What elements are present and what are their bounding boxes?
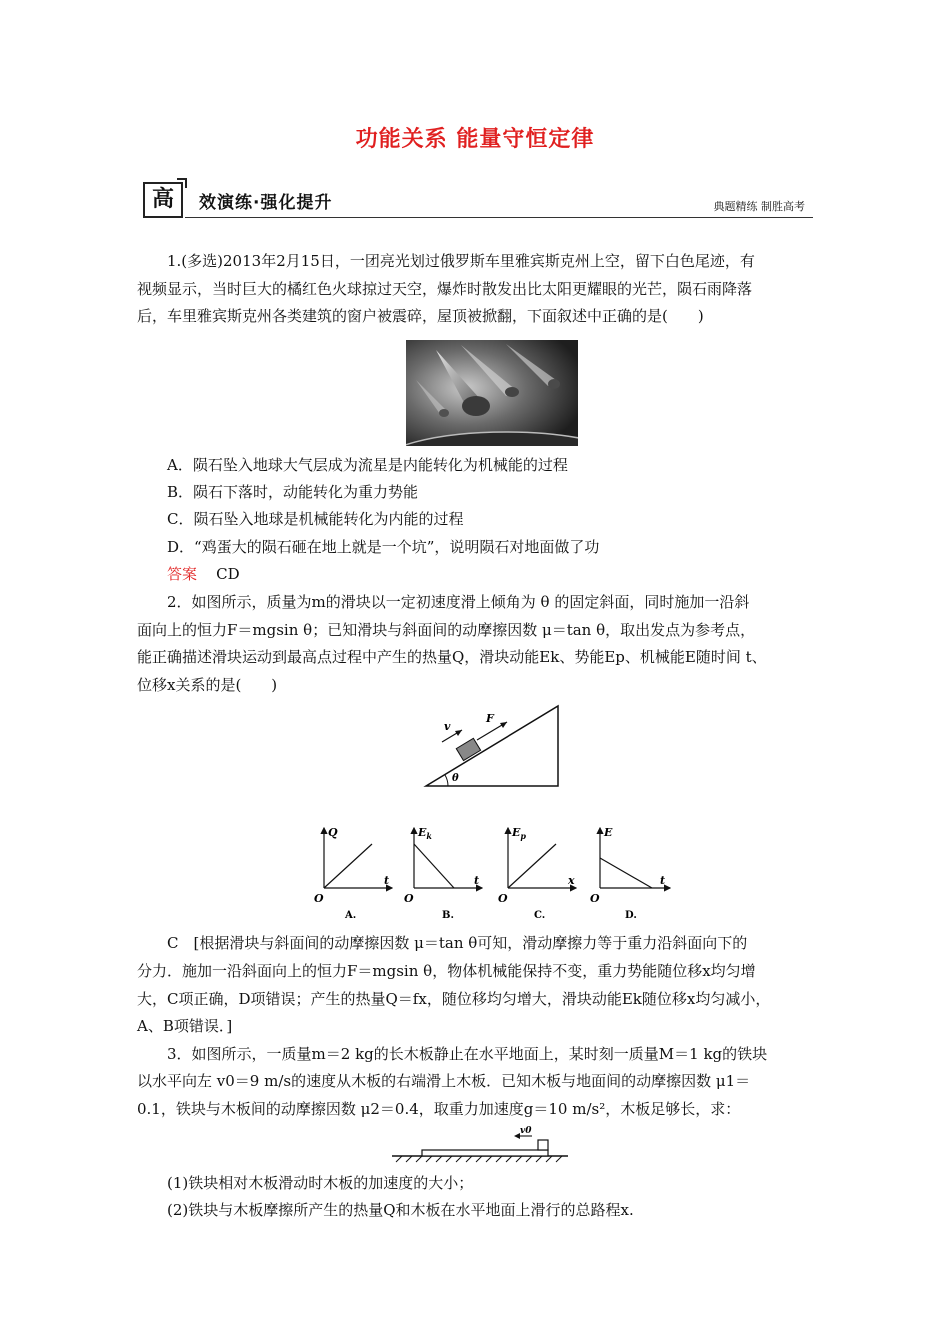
q3-part-1: (1)铁块相对木板滑动时木板的加速度的大小； — [167, 1174, 474, 1192]
banner-heading: 效演练·强化提升 — [199, 193, 333, 213]
q1-answer — [167, 561, 240, 588]
graph-b-origin: O — [404, 892, 414, 905]
svg-text:Ep — [511, 826, 526, 841]
q3-line-3: 0.1，铁块与木板间的动摩擦因数 μ2＝0.4，取重力加速度g＝10 m/s²，木板足够长，求： — [137, 1100, 741, 1118]
graph-d — [590, 826, 670, 921]
q2-solution-4: A、B项错误．] — [137, 1017, 233, 1035]
q1-option-a: A．陨石坠入地球大气层成为流星是内能转化为机械能的过程 — [167, 456, 568, 474]
velocity-label: v — [444, 720, 451, 733]
q2-line-4: 位移x关系的是( ) — [137, 676, 278, 694]
graph-d-y: E — [604, 826, 613, 839]
graph-c-x: x — [568, 874, 575, 887]
graph-d-origin: O — [590, 892, 600, 905]
q1-line-3: 后，车里雅宾斯克州各类建筑的窗户被震碎，屋顶被掀翻，下面叙述中正确的是( ) — [137, 307, 704, 325]
force-label: F — [486, 712, 494, 725]
graph-b-ysub: k — [426, 831, 432, 841]
q1-option-d: D．“鸡蛋大的陨石砸在地上就是一个坑”，说明陨石对地面做了功 — [167, 538, 600, 556]
q2-solution-1: C [根据滑块与斜面间的动摩擦因数 μ＝tan θ可知，滑动摩擦力等于重力沿斜面向下的 — [167, 934, 748, 952]
graph-b-x: t — [474, 874, 480, 887]
incline-figure — [420, 700, 565, 790]
meteor-photo — [406, 340, 578, 446]
q3-line-1: 3．如图所示，一质量m＝2 kg的长木板静止在水平地面上，某时刻一质量M＝1 kg的铁块 — [167, 1045, 768, 1063]
graph-a-caption: A. — [345, 910, 357, 921]
q2-line-3: 能正确描述滑块运动到最高点过程中产生的热量Q，滑块动能Ek、势能Ep、机械能E随时间 t、 — [137, 648, 767, 666]
graph-d-x: t — [660, 874, 666, 887]
banner-rule — [185, 217, 813, 218]
q2-solution-3: 大，C项正确，D项错误；产生的热量Q＝fx，随位移均匀增大，滑块动能Ek随位移x均匀减小， — [137, 990, 771, 1008]
graph-b — [404, 826, 482, 921]
q2-line-1: 2．如图所示，质量为m的滑块以一定初速度滑上倾角为 θ 的固定斜面，同时施加一沿斜 — [167, 593, 750, 611]
graph-d-caption: D. — [625, 910, 637, 921]
graph-a-origin: O — [314, 892, 324, 905]
angle-label: θ — [452, 773, 459, 784]
graph-c-ysub: p — [520, 831, 526, 841]
banner-slogan: 典题精练 制胜高考 — [713, 200, 805, 213]
board-figure — [392, 1124, 572, 1164]
q1-line-2: 视频显示，当时巨大的橘红色火球掠过天空，爆炸时散发出比太阳更耀眼的光芒，陨石雨降落 — [137, 280, 753, 298]
graph-c-caption: C. — [534, 910, 546, 921]
graph-a-x: t — [384, 874, 390, 887]
answer-label: 答案 — [167, 565, 198, 583]
banner-box: 高 — [143, 182, 183, 218]
answer-value: CD — [216, 565, 240, 583]
section-banner — [143, 182, 813, 218]
q3-line-2: 以水平向左 v0＝9 m/s的速度从木板的右端滑上木板．已知木板与地面间的动摩擦因数 μ1＝ — [137, 1072, 751, 1090]
graph-b-caption: B. — [442, 910, 454, 921]
svg-text:Ek — [417, 826, 432, 841]
graph-a-y: Q — [328, 826, 338, 839]
graph-a — [314, 826, 392, 921]
q2-line-2: 面向上的恒力F＝mgsin θ；已知滑块与斜面间的动摩擦因数 μ＝tan θ，取出发点为参考点， — [137, 621, 756, 639]
graph-c-origin: O — [498, 892, 508, 905]
page-title: 功能关系 能量守恒定律 — [355, 127, 595, 152]
graph-c — [498, 826, 576, 921]
v0-label: v0 — [520, 1126, 532, 1136]
q1-line-1: 1.(多选)2013年2月15日，一团亮光划过俄罗斯车里雅宾斯克州上空，留下白色尾迹，有 — [167, 252, 755, 270]
q2-solution-2: 分力．施加一沿斜面向上的恒力F＝mgsin θ，物体机械能保持不变，重力势能随位移x均匀增 — [137, 962, 756, 980]
q1-option-c: C．陨石坠入地球是机械能转化为内能的过程 — [167, 510, 464, 528]
graph-b-y: E — [418, 826, 427, 839]
q3-part-2: (2)铁块与木板摩擦所产生的热量Q和木板在水平地面上滑行的总路程x. — [167, 1201, 634, 1219]
graph-c-y: E — [512, 826, 521, 839]
q1-option-b: B．陨石下落时，动能转化为重力势能 — [167, 483, 419, 501]
option-graphs — [308, 822, 688, 922]
